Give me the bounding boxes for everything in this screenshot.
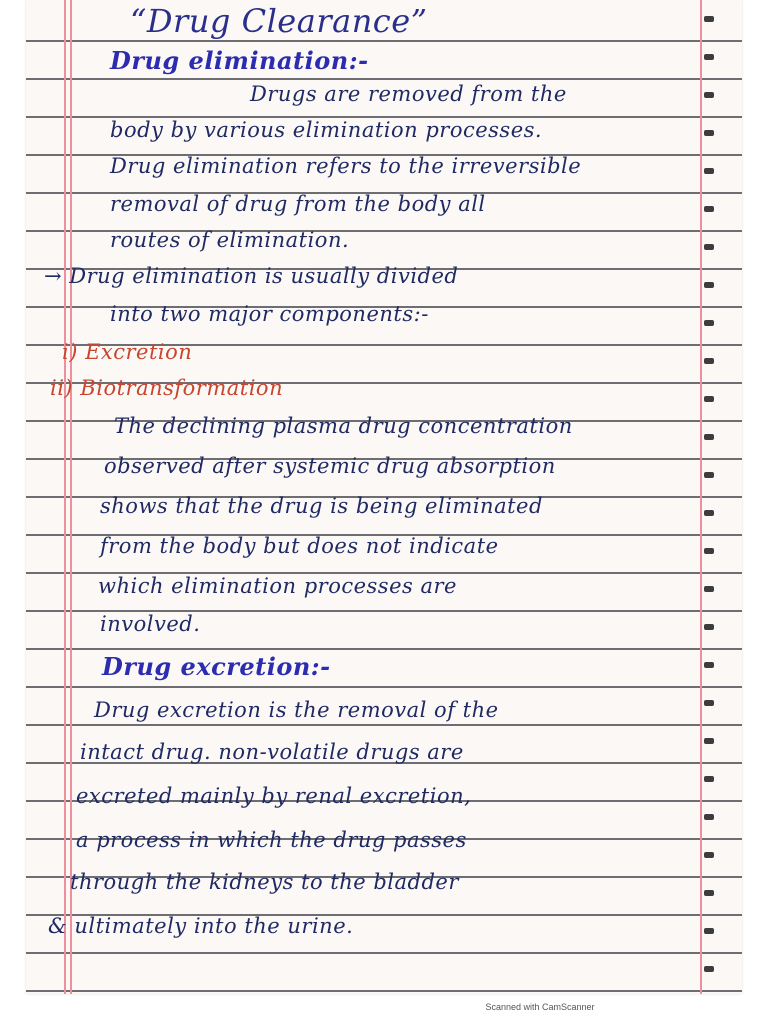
note-line: Drug excretion is the removal of the (94, 698, 499, 722)
spiral-binding (702, 0, 716, 994)
scanner-watermark: Scanned with CamScanner (485, 1002, 595, 1012)
note-line: & ultimately into the urine. (48, 914, 354, 938)
note-line: shows that the drug is being eliminated (100, 494, 543, 518)
left-margin-line (64, 0, 66, 994)
component-excretion: i) Excretion (62, 340, 193, 364)
note-line: observed after systemic drug absorption (104, 454, 556, 478)
left-margin-line-inner (70, 0, 72, 994)
note-line: excreted mainly by renal excretion, (76, 784, 472, 808)
section-heading-excretion: Drug excretion:- (102, 652, 331, 681)
note-line: removal of drug from the body all (110, 192, 486, 216)
note-line: from the body but does not indicate (100, 534, 499, 558)
page-title: “Drug Clearance” (130, 2, 428, 40)
note-line: Drugs are removed from the (250, 82, 567, 106)
note-line: which elimination processes are (98, 574, 457, 598)
note-line: Drug elimination refers to the irreversible (110, 154, 582, 178)
note-line: body by various elimination processes. (110, 118, 543, 142)
note-line: The declining plasma drug concentration (114, 414, 573, 438)
note-line: routes of elimination. (110, 228, 350, 252)
component-biotransformation: ii) Biotransformation (50, 376, 284, 400)
note-line: intact drug. non-volatile drugs are (80, 740, 464, 764)
note-line: into two major components:- (110, 302, 429, 326)
note-line: through the kidneys to the bladder (70, 870, 459, 894)
section-heading-elimination: Drug elimination:- (110, 46, 369, 75)
note-line: involved. (100, 612, 201, 636)
note-line: a process in which the drug passes (76, 828, 467, 852)
note-line-arrow: → Drug elimination is usually divided (44, 264, 459, 288)
